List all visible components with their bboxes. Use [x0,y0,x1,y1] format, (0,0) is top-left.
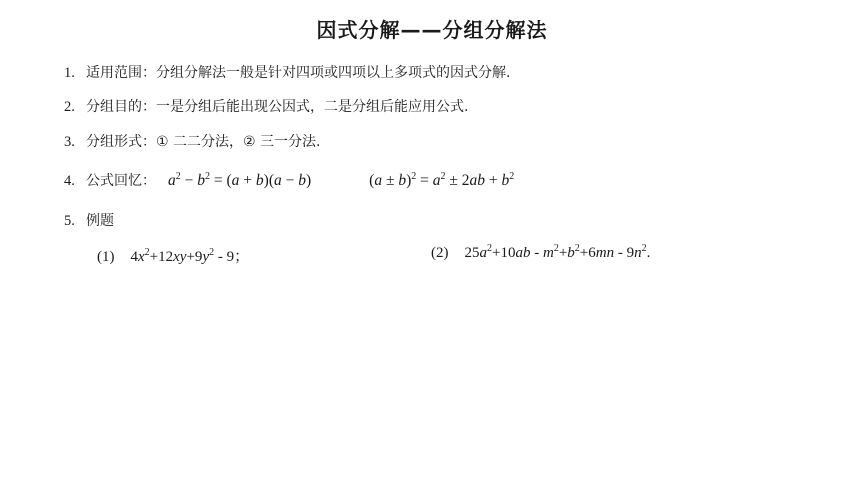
item-label: 公式回忆： [86,173,156,189]
item-number: 2. [64,99,75,115]
item-number: 1. [64,65,75,81]
item-2 [64,96,468,116]
item-text: 例题 [86,213,114,229]
example-label: (1) [97,249,115,265]
item-number: 4. [64,173,75,189]
item-number: 5. [64,213,75,229]
example-label: (2) [431,245,449,261]
item-3 [64,131,320,151]
formula-perfect-square: $(a \pm b)^2 = a^2 \pm 2ab + b^2$ [369,171,515,189]
item-number: 3. [64,134,75,150]
item-5 [64,210,114,230]
item-text: 适用范围：分组分解法一般是针对四项或四项以上多项式的因式分解. [86,65,511,81]
item-4 [64,170,514,190]
example-expression: $25a^2+10ab - m^2+b^2+6mn - 9n^2$. [464,243,651,261]
example-2 [431,245,650,262]
page-title: 因式分解——分组分解法 [316,18,548,42]
formula-difference-of-squares: $a^2 - b^2 = (a + b)(a - b)$ [168,171,312,189]
example-expression: $4x^2+12xy+9y^2 - 9$； [130,247,250,265]
example-1 [97,245,249,266]
item-1 [64,62,510,82]
item-text: 分组目的：一是分组后能出现公因式，二是分组后能应用公式. [86,99,469,115]
item-text: 分组形式：① 二二分法，② 三一分法. [86,134,321,150]
